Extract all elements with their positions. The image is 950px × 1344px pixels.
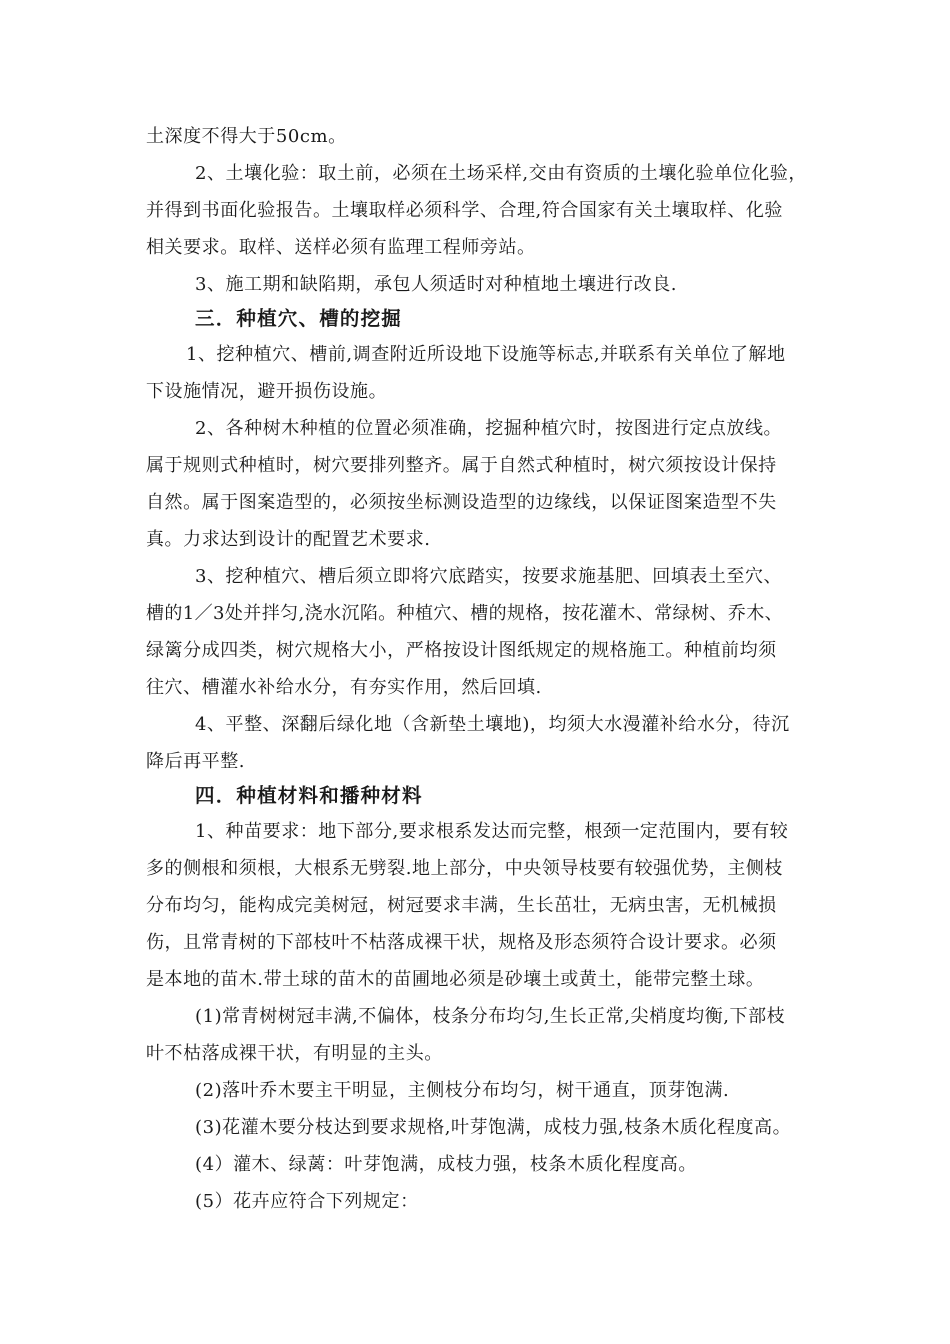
text-line: (4）灌木、绿蓠：叶芽饱满，成枝力强，枝条木质化程度高。 <box>195 1154 697 1175</box>
text-line: 属于规则式种植时，树穴要排列整齐。属于自然式种植时，树穴须按设计保持 <box>146 455 777 476</box>
text-line: (5）花卉应符合下列规定： <box>195 1191 419 1212</box>
section-heading: 三．种植穴、槽的挖掘 <box>195 307 403 330</box>
text-line: 下设施情况，避开损伤设施。 <box>146 381 388 402</box>
text-line: (3)花灌木要分枝达到要求规格,叶芽饱满，成枝力强,枝条木质化程度高。 <box>195 1117 792 1138</box>
text-line: 绿篱分成四类，树穴规格大小，严格按设计图纸规定的规格施工。种植前均须 <box>146 640 777 661</box>
text-line: 2、各种树木种植的位置必须准确，挖掘种植穴时，按图进行定点放线。 <box>195 418 783 439</box>
text-line: 自然。属于图案造型的，必须按坐标测设造型的边缘线，以保证图案造型不失 <box>146 492 777 513</box>
text-line: 真。力求达到设计的配置艺术要求. <box>146 529 431 550</box>
text-line: 3、挖种植穴、槽后须立即将穴底踏实，按要求施基肥、回填表土至穴、 <box>195 566 783 587</box>
text-line: 并得到书面化验报告。土壤取样必须科学、合理,符合国家有关土壤取样、化验 <box>146 200 783 221</box>
text-line: 2、土壤化验：取土前，必须在土场采样,交由有资质的土壤化验单位化验， <box>195 163 807 184</box>
text-line: 是本地的苗木.带土球的苗木的苗圃地必须是砂壤土或黄土，能带完整土球。 <box>146 969 765 990</box>
text-line: 土深度不得大于50cm。 <box>146 126 347 147</box>
text-line: 1、种苗要求：地下部分,要求根系发达而完整，根颈一定范围内，要有较 <box>195 821 789 842</box>
text-line: 叶不枯落成裸干状，有明显的主头。 <box>146 1043 443 1064</box>
text-line: 多的侧根和须根，大根系无劈裂.地上部分，中央领导枝要有较强优势，主侧枝 <box>146 858 783 879</box>
section-heading: 四．种植材料和播种材料 <box>195 784 423 807</box>
text-line: (1)常青树树冠丰满,不偏体，枝条分布均匀,生长正常,尖梢度均衡,下部枝 <box>195 1006 786 1027</box>
text-line: 伤，且常青树的下部枝叶不枯落成裸干状，规格及形态须符合设计要求。必须 <box>146 932 777 953</box>
text-line: 降后再平整. <box>146 751 246 772</box>
text-line: 分布均匀，能构成完美树冠，树冠要求丰满，生长茁壮，无病虫害，无机械损 <box>146 895 777 916</box>
text-line: 3、施工期和缺陷期，承包人须适时对种植地土壤进行改良. <box>195 274 678 295</box>
text-line: 4、平整、深翻后绿化地（含新垫土壤地)，均须大水漫灌补给水分，待沉 <box>195 714 790 735</box>
text-line: 1、挖种植穴、槽前,调查附近所设地下设施等标志,并联系有关单位了解地 <box>186 344 786 365</box>
text-line: 相关要求。取样、送样必须有监理工程师旁站。 <box>146 237 536 258</box>
text-line: 槽的1／3处并拌匀,浇水沉陷。种植穴、槽的规格，按花灌木、常绿树、乔木、 <box>146 603 784 624</box>
text-line: (2)落叶乔木要主干明显，主侧枝分布均匀，树干通直，顶芽饱满. <box>195 1080 730 1101</box>
text-line: 往穴、槽灌水补给水分，有夯实作用，然后回填. <box>146 677 542 698</box>
